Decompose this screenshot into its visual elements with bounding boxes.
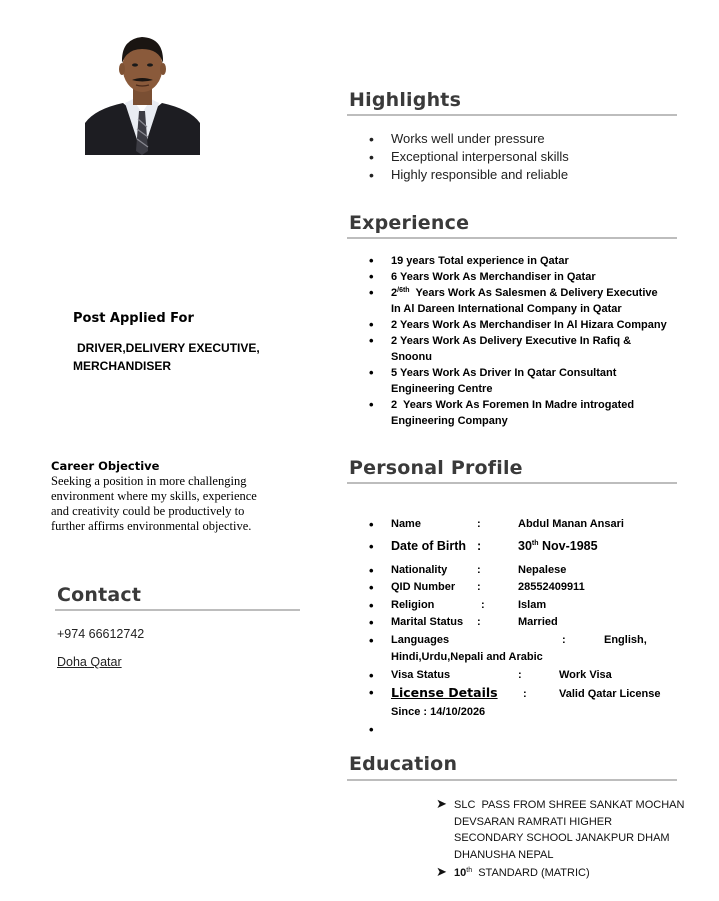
career-line: environment where my skills, experience bbox=[51, 489, 257, 503]
contact-divider bbox=[55, 609, 300, 611]
personal-profile-divider bbox=[347, 482, 677, 484]
career-line: Seeking a position in more challenging bbox=[51, 474, 247, 488]
education-heading: Education bbox=[349, 753, 458, 775]
exp-text: 2 bbox=[391, 287, 398, 299]
profile-license: • License Details : Valid Qatar License Since : 14/10/2026 bbox=[349, 684, 694, 721]
exp-text: 5 Years Work As Driver In Qatar Consultant bbox=[391, 367, 617, 379]
exp-text: Engineering Company bbox=[391, 415, 508, 427]
list-item bbox=[349, 365, 694, 397]
exp-text: 19 years Total experience in Qatar bbox=[391, 255, 569, 267]
list-item bbox=[349, 269, 694, 285]
highlights-divider bbox=[347, 114, 677, 116]
profile-languages: • Languages : English, Hindi,Urdu,Nepali and Arabic bbox=[349, 632, 694, 667]
experience-divider bbox=[347, 237, 677, 239]
education-list bbox=[436, 797, 696, 882]
personal-profile-list bbox=[349, 516, 694, 739]
exp-text: 2 Years Work As Merchandiser In Al Hizara Company bbox=[391, 319, 667, 331]
profile-marital: • Marital Status : Married bbox=[349, 614, 694, 632]
personal-profile-heading: Personal Profile bbox=[349, 457, 523, 479]
highlights-list bbox=[349, 130, 679, 184]
contact-phone: +974 66612742 bbox=[57, 627, 145, 641]
profile-nationality: • Nationality : Nepalese bbox=[349, 562, 694, 580]
profile-religion: • Religion : Islam bbox=[349, 597, 694, 615]
list-item: • Works well under pressure bbox=[349, 130, 679, 148]
profile-photo bbox=[85, 23, 200, 155]
list-item: • Exceptional interpersonal skills bbox=[349, 148, 679, 166]
list-item: ➤ SLC PASS FROM SHREE SANKAT MOCHAN DEVSARAN RAMRATI HIGHER SECONDARY SCHOOL JANAKPUR DHAM DHANUSHA NEPAL bbox=[436, 796, 685, 861]
contact-location[interactable]: Doha Qatar bbox=[57, 655, 122, 669]
profile-visa: • Visa Status : Work Visa bbox=[349, 667, 694, 685]
exp-text: Years Work As Salesmen & Delivery Executive bbox=[409, 287, 658, 299]
contact-heading: Contact bbox=[57, 584, 142, 606]
exp-text: In Al Dareen International Company in Qatar bbox=[391, 303, 622, 315]
list-item bbox=[349, 317, 694, 333]
profile-qid: • QID Number : 28552409911 bbox=[349, 579, 694, 597]
career-line: further affirms environmental objective. bbox=[51, 519, 252, 533]
exp-text: Engineering Centre bbox=[391, 383, 493, 395]
list-item: ➤ 10th STANDARD (MATRIC) bbox=[436, 864, 590, 879]
profile-dob: • Date of Birth : 30th Nov-1985 bbox=[349, 534, 694, 558]
exp-text: 2 Years Work As Foremen In Madre introgated bbox=[391, 399, 635, 411]
post-applied-value: DRIVER,DELIVERY EXECUTIVE, MERCHANDISER bbox=[73, 341, 260, 373]
list-item bbox=[349, 285, 694, 317]
arrow-bullet-icon: ➤ bbox=[436, 796, 447, 811]
highlights-heading: Highlights bbox=[349, 89, 462, 111]
exp-text: Snoonu bbox=[391, 351, 432, 363]
list-item: • Highly responsible and reliable bbox=[349, 166, 679, 184]
career-objective-title: Career Objective bbox=[51, 459, 160, 473]
career-objective-text bbox=[51, 474, 291, 534]
post-applied-title: Post Applied For bbox=[73, 311, 194, 326]
exp-text: 2 Years Work As Delivery Executive In Rafiq & bbox=[391, 335, 632, 347]
profile-empty-item bbox=[349, 721, 694, 739]
career-line: and creativity could be productively to bbox=[51, 504, 245, 518]
profile-name: • Name : Abdul Manan Ansari bbox=[349, 516, 694, 534]
list-item bbox=[349, 397, 694, 429]
experience-list bbox=[349, 253, 694, 429]
experience-heading: Experience bbox=[349, 212, 470, 234]
arrow-bullet-icon: ➤ bbox=[436, 864, 447, 879]
education-divider bbox=[347, 779, 677, 781]
exp-text: 6 Years Work As Merchandiser in Qatar bbox=[391, 271, 596, 283]
list-item bbox=[349, 253, 694, 269]
exp-sup: /6th bbox=[397, 287, 410, 294]
list-item bbox=[349, 333, 694, 365]
